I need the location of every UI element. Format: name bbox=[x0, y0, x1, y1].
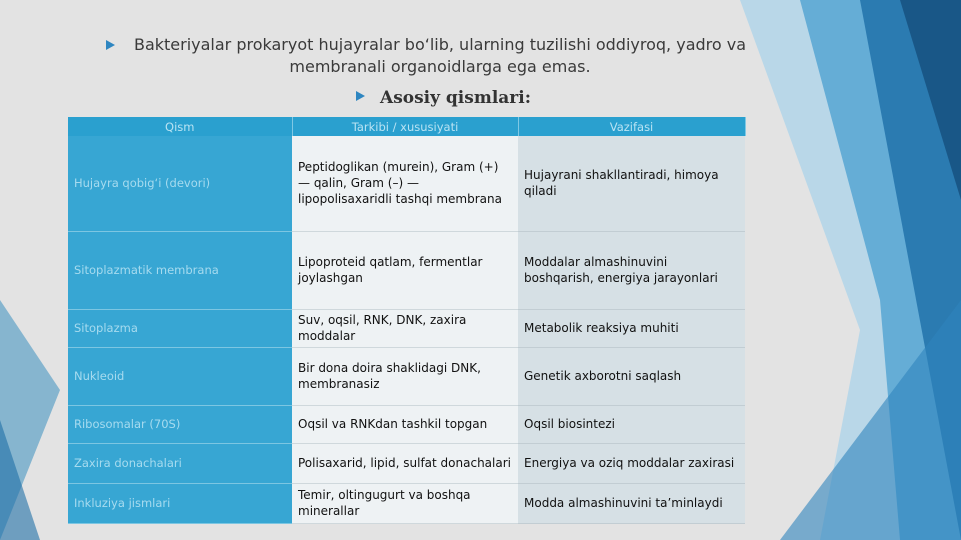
part-name: Sitoplazmatik membrana bbox=[68, 231, 292, 309]
part-function: Energiya va oziq moddalar zaxirasi bbox=[518, 443, 745, 483]
table-header-row bbox=[68, 117, 745, 136]
part-composition: Oqsil va RNKdan tashkil topgan bbox=[292, 405, 518, 443]
table-row bbox=[68, 136, 745, 231]
part-name: Inkluziya jismlari bbox=[68, 483, 292, 523]
table-row bbox=[68, 483, 745, 523]
part-name: Nukleoid bbox=[68, 347, 292, 405]
subheading: Asosiy qismlari: bbox=[380, 88, 531, 108]
table-row bbox=[68, 309, 745, 347]
table-row bbox=[68, 231, 745, 309]
part-composition: Bir dona doira shaklidagi DNK, membranasiz bbox=[292, 347, 518, 405]
table-row bbox=[68, 443, 745, 483]
intro-line-1: Bakteriyalar prokaryot hujayralar bo‘lib, ularning tuzilishi oddiyroq, yadro va bbox=[133, 35, 747, 54]
part-function: Oqsil biosintezi bbox=[518, 405, 745, 443]
part-name: Zaxira donachalari bbox=[68, 443, 292, 483]
part-function: Genetik axborotni saqlash bbox=[518, 347, 745, 405]
header-composition: Tarkibi / xususiyati bbox=[292, 117, 518, 136]
part-composition: Suv, oqsil, RNK, DNK, zaxira moddalar bbox=[292, 309, 518, 347]
cell-parts-table bbox=[68, 117, 746, 524]
subheading-bullet-icon bbox=[356, 91, 365, 101]
part-composition: Peptidoglikan (murein), Gram (+) — qalin, Gram (–) — lipopolisaxaridli tashqi membrana bbox=[292, 136, 518, 231]
part-composition: Polisaxarid, lipid, sulfat donachalari bbox=[292, 443, 518, 483]
part-function: Modda almashinuvini ta’minlaydi bbox=[518, 483, 745, 523]
header-part: Qism bbox=[68, 117, 292, 136]
part-name: Sitoplazma bbox=[68, 309, 292, 347]
table-row bbox=[68, 405, 745, 443]
header-function: Vazifasi bbox=[518, 117, 745, 136]
table-row bbox=[68, 347, 745, 405]
part-function: Hujayrani shakllantiradi, himoya qiladi bbox=[518, 136, 745, 231]
part-composition: Temir, oltingugurt va boshqa minerallar bbox=[292, 483, 518, 523]
part-composition: Lipoproteid qatlam, fermentlar joylashgan bbox=[292, 231, 518, 309]
part-function: Metabolik reaksiya muhiti bbox=[518, 309, 745, 347]
intro-paragraph bbox=[100, 34, 780, 78]
part-name: Ribosomalar (70S) bbox=[68, 405, 292, 443]
intro-line-2: membranali organoidlarga ega emas. bbox=[289, 57, 591, 76]
part-function: Moddalar almashinuvini boshqarish, energiya jarayonlari bbox=[518, 231, 745, 309]
part-name: Hujayra qobig‘i (devori) bbox=[68, 136, 292, 231]
